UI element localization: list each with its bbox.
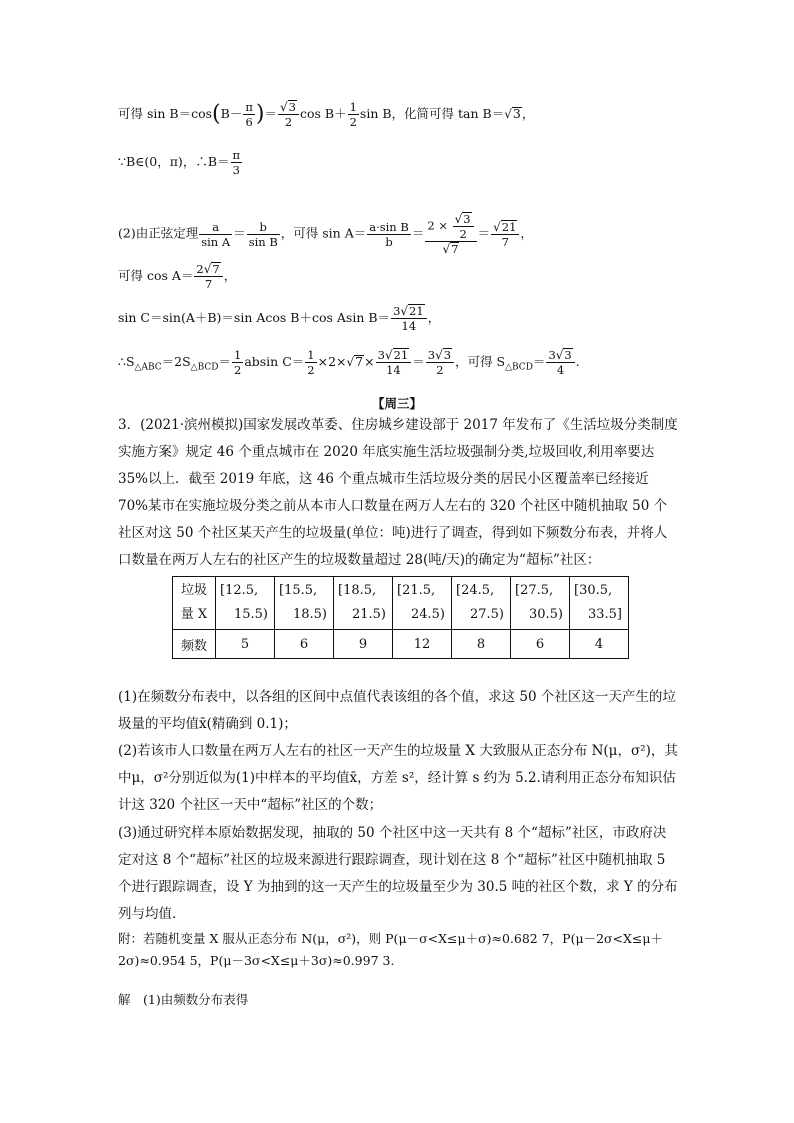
header-label: 垃圾 bbox=[180, 583, 207, 598]
appendix-note: 附：若随机变量 X 服从正态分布 N(μ，σ²)，则 P(μ－σ<X≤μ＋σ)≈0.682 7，P(μ－2σ<X≤μ＋2σ)≈0.954 5，P(μ－3σ<X≤μ＋3σ)≈0.997 3. bbox=[118, 931, 664, 968]
denominator: 14 bbox=[401, 319, 417, 333]
text: . bbox=[575, 354, 580, 369]
numerator: π bbox=[245, 100, 253, 114]
radicand: 7 bbox=[355, 354, 364, 369]
denominator: 4 bbox=[556, 363, 565, 377]
header-label: 量 X bbox=[180, 607, 208, 622]
radicand: 3 bbox=[512, 106, 521, 121]
interval-start: [24.5, bbox=[456, 583, 495, 598]
subscript: △BCD bbox=[190, 362, 219, 373]
question-1: (1)在频数分布表中，以各组的区间中点值代表该组的各个值，求这 50 个社区这一天产生的垃圾量的平均值x̄(精确到 0.1)； bbox=[118, 689, 676, 732]
numerator bbox=[194, 262, 222, 277]
numerator: π bbox=[232, 148, 241, 162]
text: ＝ bbox=[411, 225, 425, 241]
text: ＝2S bbox=[161, 354, 191, 369]
denominator: 2 bbox=[307, 363, 315, 377]
table-header-cell bbox=[173, 577, 216, 630]
fraction bbox=[231, 148, 243, 177]
text: ∴S bbox=[118, 354, 135, 369]
fraction bbox=[243, 100, 255, 129]
numerator bbox=[425, 212, 476, 242]
numerator bbox=[491, 220, 519, 235]
problem-intro: 3．(2021·滨州模拟)国家发展改革委、住房城乡建设部于 2017 年发布了《生活垃圾分类制度实施方案》规定 46 个重点城市在 2020 年底实施生活垃圾强制分类,垃圾回收,利用率要达 35%以上．截至 2019 年底，这 46 个重点城市生活垃圾分类的居民小区覆盖率已经接近 70%某市在实施垃圾分类之前从本市人口数量在两万人左右的 320 个社区中随机抽取 50 个社区对这 50 个社区某天产生的垃圾量(单位：吨)进行了调查，得到如下频数分布表，并将人口数量在两万人左右的社区产生的垃圾数量超过 28(吨/天)的确定为“超标”社区： bbox=[118, 417, 678, 568]
interval-cell bbox=[452, 577, 511, 630]
text: ＝ bbox=[233, 225, 246, 241]
freq-label: 频数 bbox=[173, 630, 216, 659]
denominator: 2 bbox=[284, 115, 293, 129]
interval-start: [18.5, bbox=[338, 583, 377, 598]
radicand: 21 bbox=[501, 219, 517, 234]
text: (2)由正弦定理 bbox=[118, 225, 199, 241]
text: 3 bbox=[548, 348, 556, 362]
sqrt-icon: √ bbox=[203, 262, 212, 276]
text: ＝ bbox=[477, 225, 491, 241]
text: ＝ bbox=[532, 354, 546, 369]
denominator: 7 bbox=[204, 277, 213, 291]
text: 2 bbox=[196, 262, 204, 276]
denominator: sin A bbox=[201, 234, 231, 249]
text: ＝ bbox=[412, 354, 425, 369]
denominator: 7 bbox=[501, 234, 509, 249]
freq-cell: 4 bbox=[570, 630, 629, 659]
denominator: 6 bbox=[245, 115, 253, 129]
denominator: 3 bbox=[232, 163, 240, 177]
solution-start: 解 (1)由频数分布表得 bbox=[118, 992, 249, 1007]
sqrt-icon: √ bbox=[346, 355, 355, 369]
sqrt-icon: √ bbox=[384, 348, 393, 362]
text: ×2× bbox=[317, 354, 347, 369]
numerator bbox=[453, 212, 474, 227]
numerator: 1 bbox=[349, 100, 357, 114]
sqrt-icon: √ bbox=[435, 348, 443, 362]
sqrt-icon: √ bbox=[454, 212, 463, 226]
subscript: △ABC bbox=[134, 362, 162, 373]
numerator bbox=[278, 100, 299, 115]
paren-close: ) bbox=[255, 101, 265, 127]
text: ＝ bbox=[218, 354, 231, 369]
radicand: 3 bbox=[288, 100, 296, 114]
radicand: 3 bbox=[564, 348, 572, 362]
text: sin C＝sin(A＋B)＝sin Acos B＋cos Asin B＝ bbox=[118, 310, 391, 325]
interval-start: [21.5, bbox=[397, 583, 436, 598]
fraction bbox=[194, 262, 222, 291]
text: B－ bbox=[220, 106, 243, 121]
text: ∵B∈(0，π)，∴B＝ bbox=[118, 154, 230, 169]
interval-end: 24.5) bbox=[410, 607, 445, 622]
numerator bbox=[391, 304, 427, 319]
text: 可得 cos A＝ bbox=[118, 268, 194, 283]
radicand: 3 bbox=[463, 212, 471, 226]
interval-end: 30.5) bbox=[528, 607, 563, 622]
fraction bbox=[391, 304, 427, 333]
text: × bbox=[364, 354, 375, 369]
radicand: 7 bbox=[451, 242, 459, 256]
fraction bbox=[199, 220, 232, 249]
text: ， bbox=[521, 106, 535, 121]
interval-cell bbox=[511, 577, 570, 630]
interval-end: 21.5) bbox=[351, 607, 386, 622]
text: absin C＝ bbox=[244, 354, 305, 369]
subscript: △BCD bbox=[505, 362, 533, 373]
section-title: 【周三】 bbox=[371, 396, 422, 411]
fraction bbox=[247, 220, 280, 249]
fraction bbox=[348, 100, 359, 129]
text: 3 bbox=[377, 348, 385, 362]
fraction bbox=[305, 348, 316, 377]
interval-start: [15.5, bbox=[279, 583, 318, 598]
interval-cell bbox=[275, 577, 334, 630]
fraction bbox=[426, 348, 454, 377]
fraction bbox=[546, 348, 574, 377]
freq-cell: 6 bbox=[275, 630, 334, 659]
solution-line-3 bbox=[118, 212, 533, 256]
interval-start: [30.5, bbox=[574, 583, 613, 598]
solution-line-1 bbox=[118, 100, 534, 129]
radicand: 21 bbox=[409, 304, 424, 318]
radicand: 3 bbox=[443, 348, 452, 362]
denominator bbox=[425, 242, 476, 256]
solution-line-2 bbox=[118, 148, 243, 177]
question-2: (2)若该市人口数量在两万人左右的社区一天产生的垃圾量 X 大致服从正态分布 N(μ，σ²)，其中μ，σ²分别近似为(1)中样本的平均值x̄，方差 s²，经计算 s 约为 5.2.请利用正态分布知识估计这 320 个社区一天中“超标”社区的个数； bbox=[118, 743, 678, 813]
numerator: 1 bbox=[307, 348, 315, 362]
interval-cell bbox=[216, 577, 275, 630]
fraction bbox=[232, 348, 243, 377]
text: 3 bbox=[427, 348, 436, 362]
sqrt-icon: √ bbox=[400, 304, 409, 318]
text: sin B，化简可得 tan B＝ bbox=[359, 106, 505, 121]
interval-start: [12.5, bbox=[220, 583, 259, 598]
freq-cell: 8 bbox=[452, 630, 511, 659]
table-row bbox=[173, 630, 629, 659]
sqrt-icon: √ bbox=[504, 107, 512, 121]
denominator: 2 bbox=[459, 227, 467, 241]
text: 2 × bbox=[427, 218, 448, 233]
numerator bbox=[426, 348, 454, 363]
denominator: b bbox=[385, 234, 393, 249]
interval-end: 33.5] bbox=[587, 607, 622, 622]
denominator: 2 bbox=[233, 363, 242, 377]
sqrt-icon: √ bbox=[280, 100, 288, 114]
freq-cell: 12 bbox=[393, 630, 452, 659]
fraction bbox=[278, 100, 299, 129]
numerator: 1 bbox=[233, 348, 242, 362]
numerator: a bbox=[199, 220, 232, 235]
radicand: 7 bbox=[212, 262, 220, 276]
numerator bbox=[376, 348, 412, 363]
denominator: 14 bbox=[386, 363, 401, 377]
interval-start: [27.5, bbox=[515, 583, 554, 598]
freq-cell: 5 bbox=[216, 630, 275, 659]
interval-end: 15.5) bbox=[233, 607, 268, 622]
solution-line-6 bbox=[118, 348, 580, 377]
denominator: 2 bbox=[349, 115, 357, 129]
interval-cell bbox=[570, 577, 629, 630]
numerator: b bbox=[247, 220, 280, 235]
interval-cell bbox=[393, 577, 452, 630]
table-row bbox=[173, 577, 629, 630]
question-3: (3)通过研究样本原始数据发现，抽取的 50 个社区中这一天共有 8 个“超标”社区，市政府决定对这 8 个“超标”社区的垃圾来源进行跟踪调查，现计划在这 8 个“超标”社区中随机抽取 5 个进行跟踪调查，设 Y 为抽到的这一天产生的垃圾量至少为 30.5 吨的社区个数，求 Y 的分布列与均值． bbox=[118, 825, 678, 922]
text: ，可得 S bbox=[455, 354, 506, 369]
text: ＝ bbox=[264, 106, 277, 121]
interval-end: 18.5) bbox=[292, 607, 327, 622]
text: ， bbox=[520, 225, 533, 241]
text: cos B＋ bbox=[299, 106, 347, 121]
denominator: sin B bbox=[248, 234, 278, 249]
interval-end: 27.5) bbox=[469, 607, 504, 622]
sqrt-icon: √ bbox=[442, 242, 451, 256]
freq-cell: 6 bbox=[511, 630, 570, 659]
radicand: 21 bbox=[393, 348, 409, 362]
denominator: 2 bbox=[436, 363, 444, 377]
numerator: a·sin B bbox=[369, 219, 409, 234]
text: ，可得 sin A＝ bbox=[280, 225, 367, 241]
frequency-table bbox=[172, 576, 629, 659]
solution-line-4 bbox=[118, 262, 236, 291]
interval-cell bbox=[334, 577, 393, 630]
numerator bbox=[546, 348, 574, 363]
text: 可得 sin B＝cos bbox=[118, 106, 213, 121]
solution-line-5 bbox=[118, 304, 440, 333]
fraction bbox=[491, 220, 519, 249]
fraction bbox=[425, 212, 476, 256]
freq-cell: 9 bbox=[334, 630, 393, 659]
text: ， bbox=[427, 310, 441, 325]
sqrt-icon: √ bbox=[555, 348, 564, 362]
fraction bbox=[453, 212, 474, 241]
text: ， bbox=[223, 268, 237, 283]
paren-open: ( bbox=[212, 101, 221, 127]
text: 3 bbox=[393, 304, 401, 318]
sqrt-icon: √ bbox=[493, 219, 501, 234]
fraction bbox=[367, 220, 411, 249]
fraction bbox=[376, 348, 412, 377]
